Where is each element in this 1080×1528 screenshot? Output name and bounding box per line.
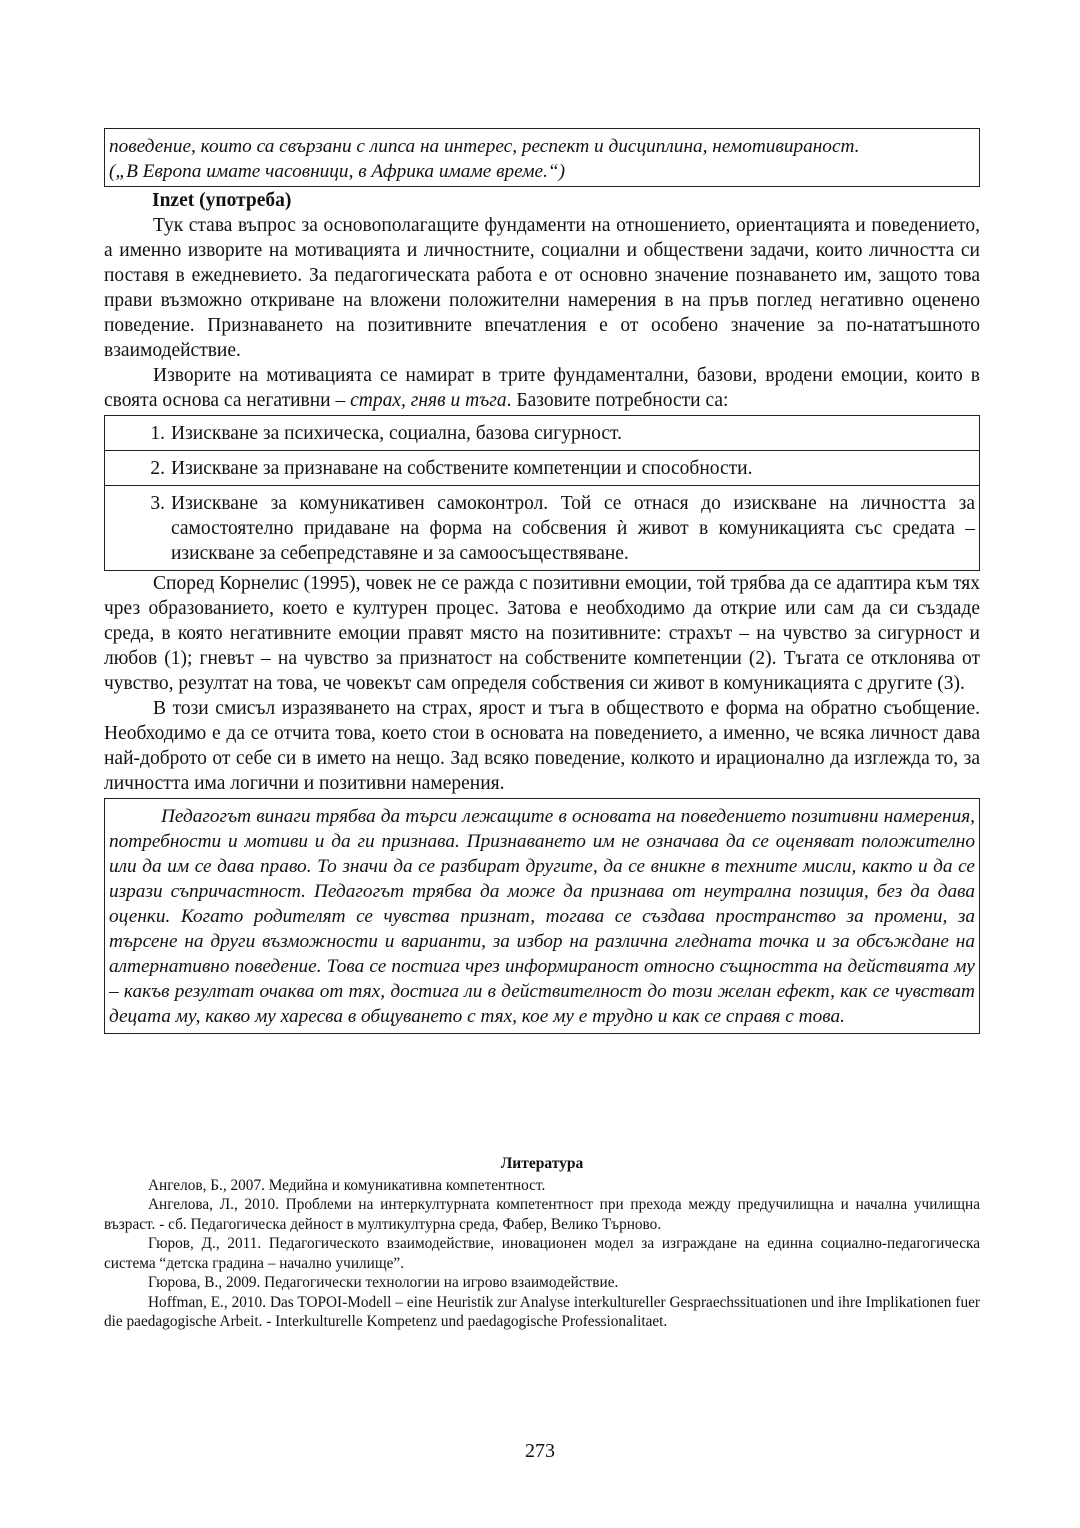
- need-item: [104, 451, 980, 486]
- need-text: Изискване за признаване на собствените компетенции и способности.: [171, 458, 753, 479]
- need-item: [104, 415, 980, 451]
- paragraph-2-end: . Базовите потребности са:: [506, 390, 729, 411]
- paragraph-2: [104, 363, 980, 413]
- section-heading: Inzet (употреба): [152, 190, 292, 211]
- need-text: Изискване за психическа, социална, базова сигурност.: [171, 423, 622, 444]
- reference-item: Гюрова, В., 2009. Педагогически технологии на игрово взаимодействие.: [148, 1274, 619, 1291]
- references-section: [104, 1154, 980, 1332]
- top-quote-line-1: поведение, които са свързани с липса на интерес, респект и дисциплина, немотивираност.: [109, 136, 860, 157]
- bottom-quote-box: Педагогът винаги трябва да търси лежащите в основата на поведението позитивни намерения, потребности и мотиви и да ги признава. Признаването им не означава да се оценяват положително или да им се дава право. То значи да се разбират другите, да се вникне в техните мисли, както и да се изрази съпричастност. Педагогът трябва да може да признава от неутрална позиция, без да дава оценки. Когато родителят се чувства признат, тогава се създава пространство за промени, за търсене на други възможности и варианти, за избор на различна гледната точка и за обсъждане на алтернативно поведение. Това се постига чрез информираност относно същността на действията му – какъв резултат очаква от тях, достига ли в действителност до този желан ефект, как се чувстват децата му, какво му харесва в общуването с тях, кое му е трудно и как се справя с това.: [104, 798, 980, 1034]
- paragraph-1: Тук става въпрос за основополагащите фундаменти на отношението, ориентацията и поведението, а именно изворите на мотивацията и личностните, социални и обществени задачи, които личността си поставя в ежедневието. За педагогическата работа е от основно значение познаването им, защото това прави възможно откриване на вложени положителни намерения в на пръв поглед негативно оценено поведение. Признаването на позитивните впечатления е от особено значение за по-нататъшното взаимодействие.: [104, 215, 980, 361]
- paragraph-2-emotions: страх, гняв и тъга: [350, 390, 507, 411]
- references-title: Литература: [500, 1155, 584, 1172]
- needs-list: [104, 415, 980, 571]
- need-text: Изискване за комуникативен самоконтрол. Той се отнася до изискване на личността за самостоятелно придаване на форма на собсвения ѝ живот в комуникацията със средата – изискване за себепредставяне и за самоосъществяване.: [171, 493, 975, 564]
- need-number: 3.: [150, 493, 165, 514]
- need-number: 2.: [150, 458, 165, 479]
- reference-item: Ангелова, Л., 2010. Проблеми на интеркултурната компетентност при прехода между предучилищна и начална училищна възраст. - сб. Педагогическа дейност в мултикултурна среда, Фабер, Велико Търново.: [104, 1196, 980, 1233]
- paragraph-4: В този смисъл изразяването на страх, ярост и тъга в обществото е форма на обратно съобщение. Необходимо е да се отчита това, което стои в основата на поведението, а именно, че всяка личност дава най-доброто от себе си в името на нещо. Зад всяко поведение, колкото и ирационално да изглежда то, за личността има логични и позитивни намерения.: [104, 698, 980, 794]
- paragraph-3: Според Корнелис (1995), човек не се ражда с позитивни емоции, той трябва да се адаптира към тях чрез образованието, което е културен процес. Затова е необходимо да открие или сам да си създаде среда, в която негативните емоции правят място на позитивните: страхът – на чувство за сигурност и любов (1); гневът – на чувство за признатост на собствените компетенции (2). Тъгата се отклонява от чувство, резултат на това, че човекът сам определя собствения си живот в комуникацията с другите (3).: [104, 573, 980, 694]
- top-quote-line-2: („В Европа имате часовници, в Африка имаме време.“): [109, 161, 566, 182]
- paragraph-2-start: Изворите на мотивацията се намират в трите фундаментални, базови, вродени емоции, които в своята основа са негативни –: [104, 365, 980, 411]
- page-body: [104, 128, 980, 1034]
- page-number: 273: [525, 1440, 555, 1462]
- reference-item: Гюров, Д., 2011. Педагогическото взаимодействие, иновационен модел за изграждане на единна социално-педагогическа система “детска градина – начално училище”.: [104, 1235, 980, 1272]
- top-quote-box: [104, 128, 980, 187]
- reference-item: Ангелов, Б., 2007. Медийна и комуникативна компетентност.: [148, 1176, 546, 1194]
- need-item: [104, 486, 980, 571]
- need-number: 1.: [150, 423, 165, 444]
- reference-item: Hoffman, E., 2010. Das TOPOI-Modell – eine Heuristik zur Analyse interkultureller Gespraechssituationen und ihre Implikationen fuer die paedagogische Arbeit. - Interkulturelle Kompetenz und paedagogische Professionalitaet.: [104, 1293, 980, 1330]
